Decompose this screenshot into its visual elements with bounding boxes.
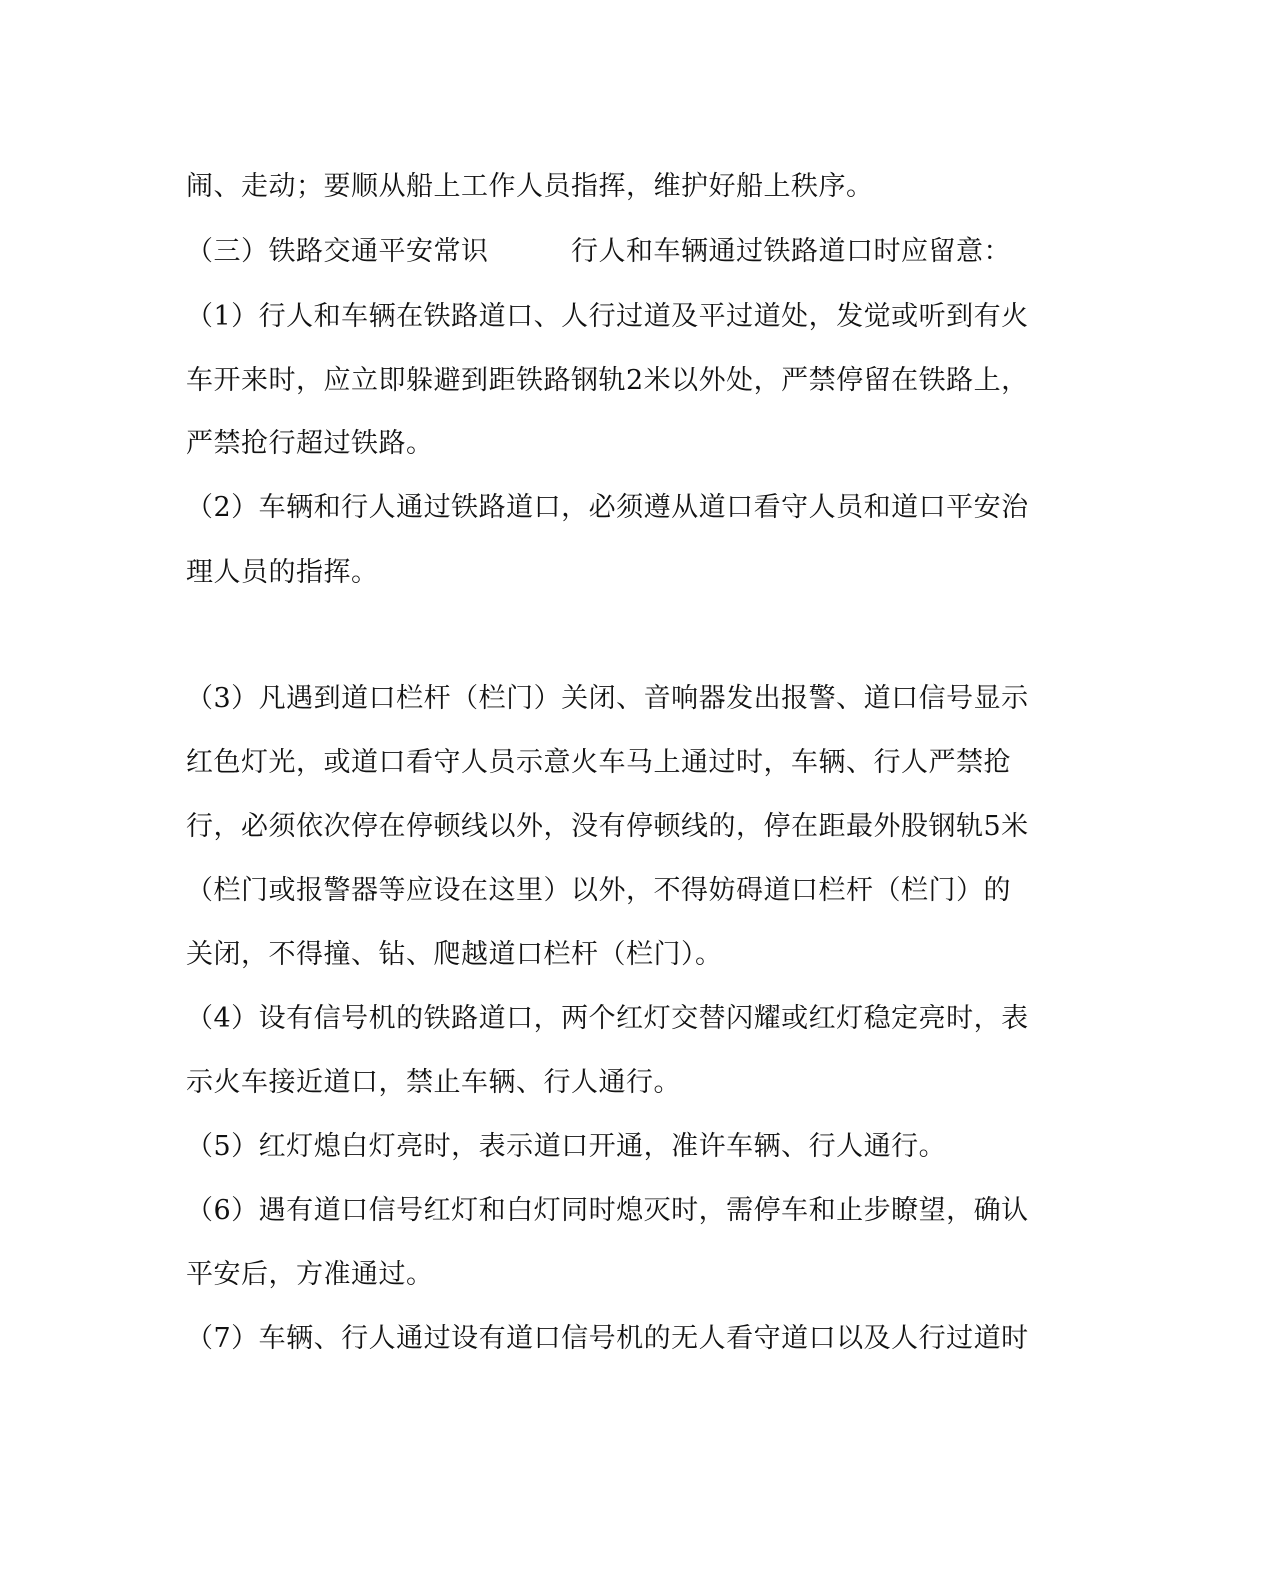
text-line: （5）红灯熄白灯亮时，表示道口开通，准许车辆、行人通行。 (186, 1131, 947, 1162)
text-line: 行，必须依次停在停顿线以外，没有停顿线的，停在距最外股钢轨5米 (186, 811, 1029, 842)
text-line: （2）车辆和行人通过铁路道口，必须遵从道口看守人员和道口平安治 (186, 492, 1029, 523)
text-line: 理人员的指挥。 (186, 557, 379, 588)
text-line: 关闭，不得撞、钻、爬越道口栏杆（栏门）。 (186, 939, 723, 970)
text-line: （3）凡遇到道口栏杆（栏门）关闭、音响器发出报警、道口信号显示 (186, 683, 1029, 714)
text-line: 闹、走动；要顺从船上工作人员指挥，维护好船上秩序。 (186, 171, 874, 202)
text-line: 车开来时，应立即躲避到距铁路钢轨2米以外处，严禁停留在铁路上， (186, 365, 1029, 396)
section-heading-line: （三）铁路交通平安常识 行人和车辆通过铁路道口时应留意： (186, 236, 1011, 267)
text-line: （栏门或报警器等应设在这里）以外，不得妨碍道口栏杆（栏门）的 (186, 875, 1011, 906)
text-line: （6）遇有道口信号红灯和白灯同时熄灭时，需停车和止步瞭望，确认 (186, 1195, 1029, 1226)
text-line: （1）行人和车辆在铁路道口、人行过道及平过道处，发觉或听到有火 (186, 301, 1029, 332)
text-line: （7）车辆、行人通过设有道口信号机的无人看守道口以及人行过道时 (186, 1323, 1029, 1354)
text-line: 示火车接近道口，禁止车辆、行人通行。 (186, 1067, 681, 1098)
text-line: （4）设有信号机的铁路道口，两个红灯交替闪耀或红灯稳定亮时，表 (186, 1003, 1029, 1034)
text-line: 平安后，方准通过。 (186, 1259, 434, 1290)
text-line: 红色灯光，或道口看守人员示意火车马上通过时，车辆、行人严禁抢 (186, 747, 1011, 778)
text-line: 严禁抢行超过铁路。 (186, 428, 434, 459)
